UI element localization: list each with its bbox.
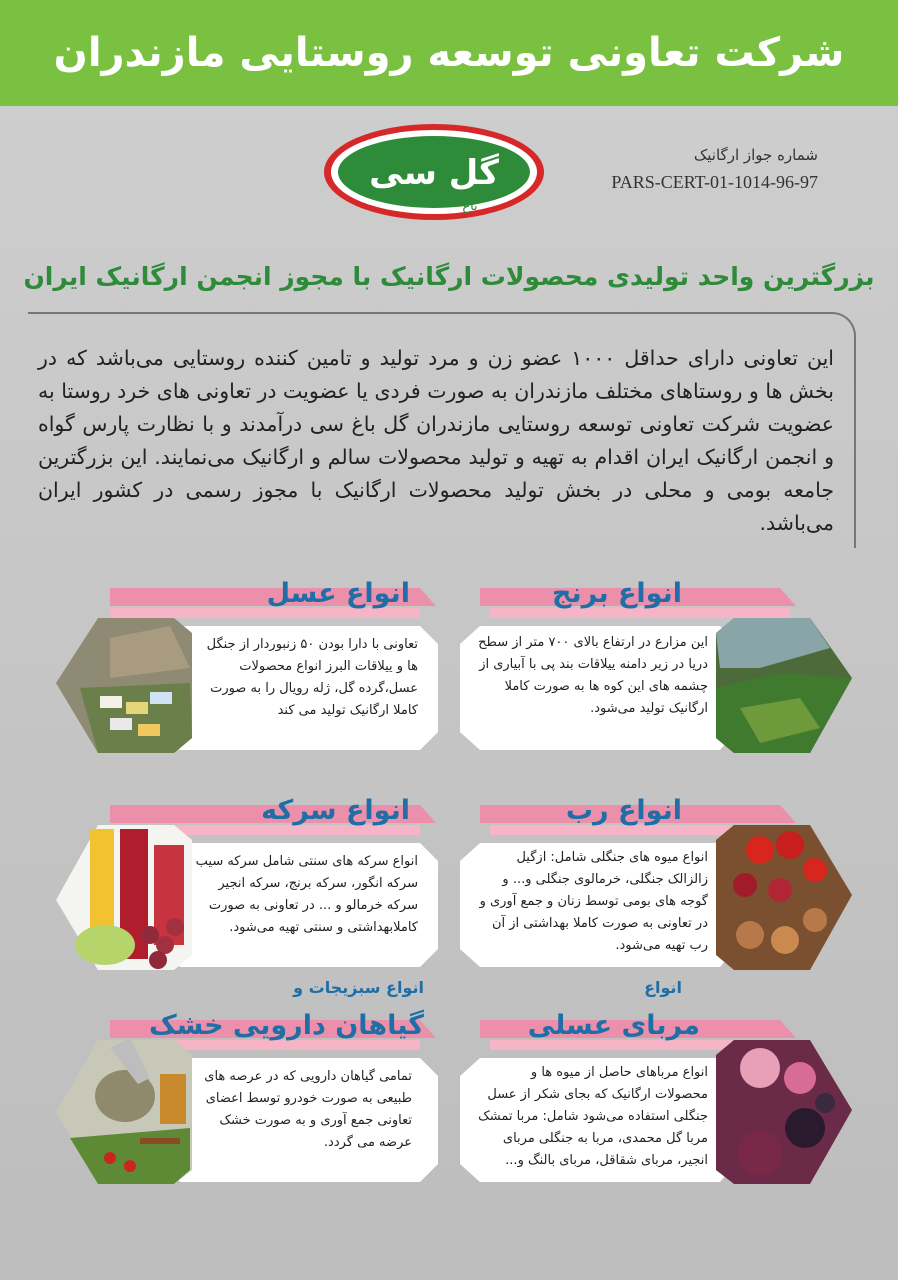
card-rice-text: این مزارع در ارتفاع بالای ۷۰۰ متر از سطح دریا در زیر دامنه ییلاقات بند پی با آبیاری از چشمه های این کوه ها به صورت کاملا ارگانیک تولید می‌شود. [478,635,708,716]
card-herbs-title: گیاهان دارویی خشک [148,1010,424,1041]
intro-box [28,312,856,548]
card-honey [50,578,450,778]
card-herbs [50,978,450,1178]
intro-text: این تعاونی دارای حداقل ۱۰۰۰ عضو زن و مرد تولید و تامین کننده روستایی می‌باشد که در بخش ها و روستاهای مختلف مازندران به صورت فردی یا عضویت در تعاونی های خرد روستا به عضویت شرکت تعاونی توسعه روستایی مازندران گل باغ سی درآمدند و با نظارت پارس گواه و انجمن ارگانیک ایران اقدام به تهیه و تولید محصولات سالم و ارگانیک می‌نمایند. این بزرگترین جامعه بومی و محلی در بخش تولید محصولات ارگانیک با مجوز رسمی در کشور ایران می‌باشد. [38,346,834,535]
card-paste [460,795,860,995]
golbaghsi-logo [320,120,548,224]
card-vinegar-text: انواع سرکه های سنتی شامل سرکه سیب سرکه انگور، سرکه برنج، سرکه انجیر سرکه خرمالو و ... در تعاونی به صورت کاملابهداشتی و سنتی تهیه می‌شود. [195,854,418,935]
license-info [611,146,818,193]
card-herbs-text: تمامی گیاهان دارویی که در عرصه های طبیعی به صورت خودرو توسط اعضای تعاونی جمع آوری و به صورت خشک عرضه می گردد. [204,1069,412,1150]
card-jam-pretitle: انواع [644,978,682,997]
headline: بزرگترین واحد تولیدی محصولات ارگانیک با مجوز انجمن ارگانیک ایران [23,262,875,291]
header-bar [0,0,898,106]
card-herbs-pretitle: انواع سبزیجات و [293,978,424,997]
logo-text: گل سی [369,153,499,193]
logo-subtext: باغ [462,199,478,214]
company-title: شرکت تعاونی توسعه روستایی مازندران [53,30,845,76]
card-jam-text: انواع مرباهای حاصل از میوه ها و محصولات ارگانیک که بجای شکر از عسل جنگلی استفاده می‌شود شامل: مربا تمشک مربا گل محمدی، مربا به جنگلی مربای انجیر، مربای شقاقل، مربای بالنگ و... [478,1065,708,1168]
license-number: PARS-CERT-01-1014-96-97 [611,172,818,192]
license-label: شماره جواز ارگانیک [693,146,818,164]
card-rice [460,578,860,778]
card-jam-title: مربای عسلی [527,1010,700,1041]
card-vinegar [50,795,450,995]
card-paste-title: انواع رب [565,795,682,826]
card-jam [460,978,860,1178]
card-paste-text: انواع میوه های جنگلی شامل: ازگیل زالزالک جنگلی، خرمالوی جنگلی و... و گوجه های بومی توسط زنان و جمع آوری و در تعاونی به صورت کاملا بهداشتی از آن رب تهیه می‌شود. [479,850,708,953]
card-rice-title: انواع برنج [552,578,682,609]
card-honey-text: تعاونی با دارا بودن ۵۰ زنبوردار از جنگل ها و ییلاقات البرز انواع محصولات عسل،گرده گل، ژله رویال را به صورت کاملا ارگانیک تولید می کند [206,637,418,718]
card-honey-title: انواع عسل [266,578,410,609]
card-vinegar-title: انواع سرکه [261,795,410,826]
